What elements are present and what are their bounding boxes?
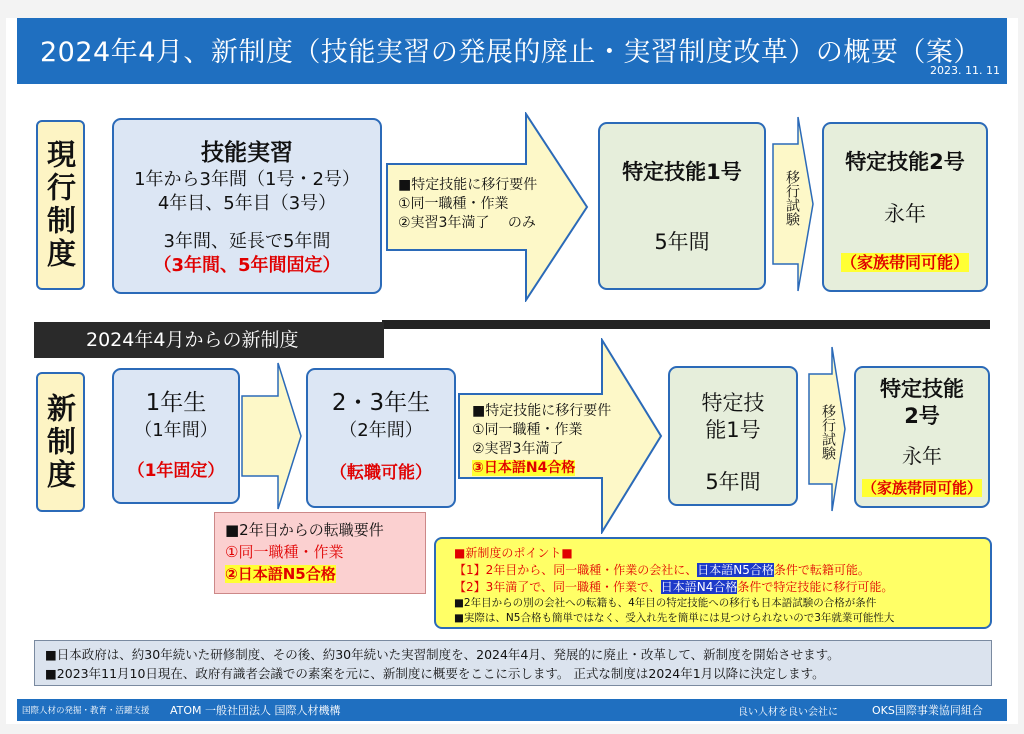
points-box (434, 537, 992, 629)
new-transition-label: 移行試験 (820, 404, 836, 460)
new-tokutei1-period: 5年間 (705, 470, 761, 494)
year-arrow (240, 360, 304, 512)
jisshu-title: 技能実習 (201, 140, 293, 166)
points-note1: ■2年目からの別の会社への転籍も、4年目の特定技能への移行も日本語試験の合格が条件 (454, 597, 877, 609)
jisshu-line3: 3年間、延長で5年間 (163, 231, 331, 252)
new-requirement (472, 402, 611, 478)
new-tokutei2-t2: 2号 (904, 404, 940, 428)
year23-sub: （2年間） (339, 420, 423, 441)
new-tokutei1-t1: 特定技 (701, 391, 765, 415)
tokutei2-title: 特定技能2号 (845, 150, 965, 174)
footer-coop: OKS国際事業協同組合 (872, 704, 983, 717)
tokutei1-period: 5年間 (654, 230, 710, 254)
footer-motto: 良い人材を良い会社に (738, 707, 838, 718)
year23-note: （転職可能） (330, 463, 432, 483)
change-req-item2: ②日本語N5合格 (225, 565, 336, 583)
new-tokutei2-family: （家族帯同可能） (861, 479, 982, 497)
divider-line (382, 320, 990, 329)
new-tokutei1-t2: 能1号 (705, 418, 761, 442)
new-tokutei2-t1: 特定技能 (880, 377, 964, 401)
notes-line2: ■2023年11月10日現在、政府有識者会議での素案を元に、新制度に概要をここに示します。 正式な制度は2024年1月以降に決定します。 (45, 666, 825, 681)
current-transition-label: 移行試験 (784, 170, 800, 226)
year23-box (306, 368, 456, 508)
tokutei2-family: （家族帯同可能） (840, 253, 969, 272)
change-req-head: ■2年目からの転職要件 (225, 521, 384, 539)
year23-title: 2・3年生 (331, 390, 431, 416)
points-item2-hl: 日本語N4合格 (660, 580, 738, 594)
new-req-item3: ③日本語N4合格 (472, 460, 576, 476)
new-req-item1: ①同一職種・作業 (472, 422, 583, 438)
new-req-head: ■特定技能に移行要件 (472, 403, 612, 419)
new-tokutei1-box (668, 366, 798, 506)
footer-org: ATOM 一般社団法人 国際人材機構 (170, 704, 341, 717)
notes-box (34, 640, 992, 686)
new-req-item2: ②実習3年満了 (472, 441, 564, 457)
change-requirement-box (214, 512, 426, 594)
current-req-head: ■特定技能に移行要件 (398, 177, 538, 193)
points-item2: 【2】3年満了で、同一職種・作業で、日本語N4合格条件で特定技能に移行可能。 (454, 580, 894, 594)
new-tokutei2-period: 永年 (902, 444, 942, 468)
current-system-label: 現行制度 (36, 120, 85, 290)
footer-slogan: 国際人材の発掘・教育・活躍支援 (22, 706, 150, 716)
tokutei1-box (598, 122, 766, 290)
tokutei2-box (822, 122, 988, 292)
current-requirement (398, 176, 537, 233)
year1-note: （1年固定） (127, 461, 225, 481)
page-title: 2024年4月、新制度（技能実習の発展的廃止・実習制度改革）の概要（案） (40, 37, 981, 68)
points-note2: ■実際は、N5合格も簡単ではなく、受入れ先を簡単には見つけられないので3年就業可能性大 (454, 612, 895, 624)
points-head: ■新制度のポイント■ (454, 546, 573, 560)
points-item1: 【1】2年目から、同一職種・作業の会社に、日本語N5合格条件で転籍可能。 (454, 563, 870, 577)
date-label: 2023. 11. 11 (930, 64, 1000, 77)
new-tokutei2-box (854, 366, 990, 508)
notes-line1: ■日本政府は、約30年続いた研修制度、その後、約30年続いた実習制度を、2024年4月、発展的に廃止・改革して、新制度を開始させます。 (45, 647, 840, 662)
new-system-banner: 2024年4月からの新制度 (34, 322, 384, 358)
footer-bar (17, 699, 1007, 721)
tokutei1-title: 特定技能1号 (622, 160, 742, 184)
new-system-label: 新制度 (36, 372, 85, 512)
year1-box (112, 368, 240, 504)
jisshu-line2: 4年目、5年目（3号） (157, 193, 337, 214)
current-req-item2: ②実習3年満了 のみ (398, 215, 536, 231)
year1-sub: （1年間） (134, 420, 218, 441)
points-item1-hl: 日本語N5合格 (697, 563, 774, 577)
jisshu-box (112, 118, 382, 294)
tokutei2-period: 永年 (884, 202, 926, 226)
current-req-item1: ①同一職種・作業 (398, 196, 509, 212)
jisshu-line1: 1年から3年間（1号・2号） (134, 169, 360, 190)
jisshu-line4: （3年間、5年間固定） (153, 255, 341, 276)
year1-title: 1年生 (145, 390, 207, 416)
change-req-item1: ①同一職種・作業 (225, 543, 344, 561)
